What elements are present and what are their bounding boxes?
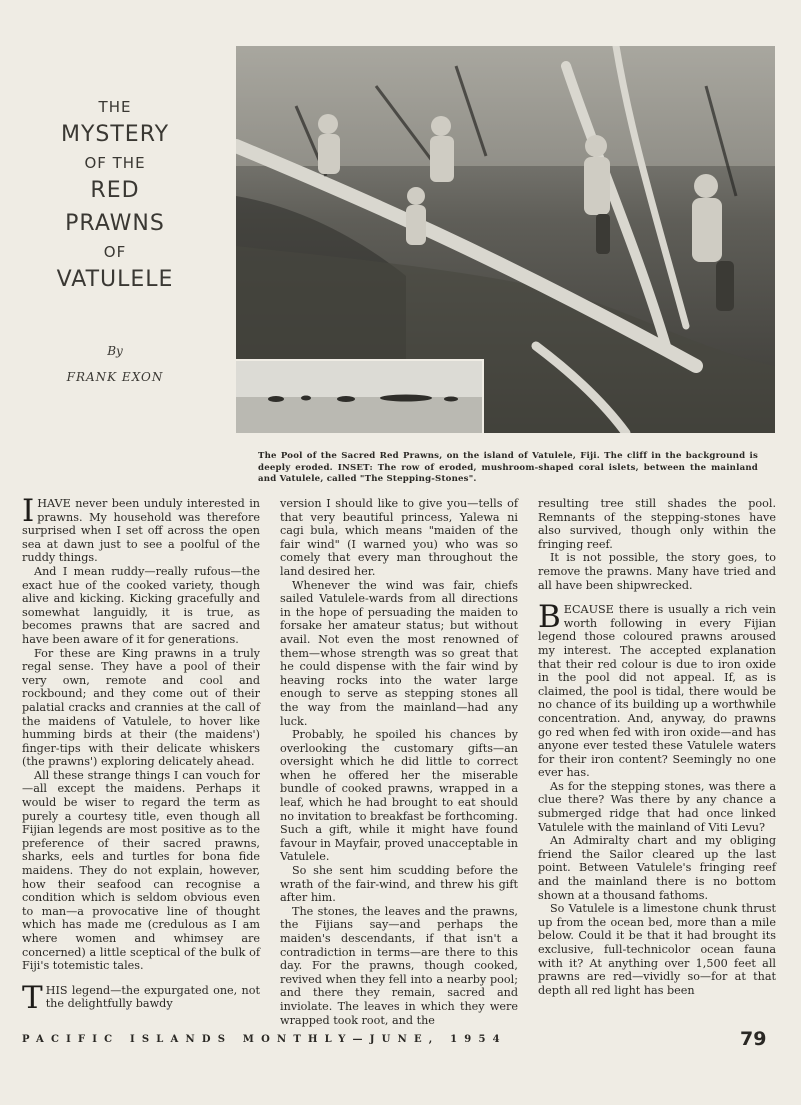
article-column-3 xyxy=(538,497,776,997)
paragraph: So she sent him scudding before the wrath of the fair-wind, and threw his gift after him. xyxy=(280,864,518,905)
paragraph: Probably, he spoiled his chances by overlooking the customary gifts—an oversight which he did little to correct when he offered her the miserable bundle of cooked prawns, wrapped in a leaf, which he had brought to eat should no invitation to breakfast be forthcoming. Such a gift, while it might have found favour in Mayfair, proved unacceptable in Vatulele. xyxy=(280,728,518,864)
paragraph-text: ECAUSE there is usually a rich vein worth following in every Fijian legend those coloured prawns aroused my interest. The accepted explanation that their red colour is due to iron oxide in the pool did not appeal. If, as is claimed, the pool is tidal, there would be no chance of its building up a worthwhile concentration. And, anyway, do prawns go red when fed with iron oxide—and has anyone ever tested these Vatulele waters for their iron content? Seemingly no one ever has. xyxy=(538,603,776,780)
title-line: THE xyxy=(98,98,132,116)
title-line: MYSTERY xyxy=(60,122,170,147)
paragraph: So Vatulele is a limestone chunk thrust up from the ocean bed, more than a mile below. Could it be that it had brought its exclusive, full-technicolor ocean fauna with it? At anything over 1,500 feet all prawns are red—vividly so—for at that depth all red light has been xyxy=(538,902,776,997)
paragraph: For these are King prawns in a truly regal sense. They have a pool of their very own, remote and cool and rockbound; and they come out of their palatial cracks and crannies at the call of the maidens of Vatulele, to hover like humming birds at their (the maidens') finger-tips with their delicate whiskers (the prawns') exploring delicately ahead. xyxy=(22,646,260,769)
byline-by: By xyxy=(107,344,123,358)
title-line: OF THE xyxy=(84,154,146,173)
inset-photo xyxy=(236,359,484,433)
article-column-2 xyxy=(280,497,518,1027)
paragraph: All these strange things I can vouch for—all except the maidens. Perhaps it would be wiser to regard the term as purely a courtesy title, even though all Fijian legends are most positive as to the preference of their sacred prawns, sharks, eels and turtles for bona fide maidens. They do not explain, however, how their seafood can recognise a condition which is seldom obvious even to man—a provocative line of thought which has made me (credulous as I am where women and whimsey are concerned) a little sceptical of the bulk of Fiji's totemistic tales. xyxy=(22,768,260,973)
paragraph: As for the stepping stones, was there a clue there? Was there by any chance a submerged ridge that had once linked Vatulele with the mainland of Viti Levu? xyxy=(538,779,776,834)
paragraph xyxy=(538,599,776,780)
paragraph-text: HIS legend—the expurgated one, not the delightfully bawdy xyxy=(45,983,260,1011)
main-photo xyxy=(236,46,775,433)
paragraph: It is not possible, the story goes, to remove the prawns. Many have tried and all have been shipwrecked. xyxy=(538,551,776,592)
drop-cap: T xyxy=(22,979,43,1016)
paragraph: Whenever the wind was fair, chiefs sailed Vatulele-wards from all directions in the hope of persuading the maiden to forsake her amateur status; but without avail. Not even the most renowned of them—whose strength was so great that he could dispense with the fair wind by heaving rocks into the water large enough to serve as stepping stones all the way from the mainland—had any luck. xyxy=(280,578,518,728)
photo-caption xyxy=(258,451,758,486)
running-footer: PACIFIC ISLANDS MONTHLY—JUNE, 1954 xyxy=(22,1034,507,1045)
paragraph: And I mean ruddy—really rufous—the exact hue of the cooked variety, though alive and kicking. Kicking gracefully and somewhat languidly, it is true, as becomes prawns that are sacred and have been aware of it for generations. xyxy=(22,564,260,646)
drop-cap: I xyxy=(22,493,35,529)
paragraph xyxy=(22,979,260,1016)
byline xyxy=(40,344,190,384)
title-line: VATULELE xyxy=(56,267,174,293)
caption-text: The Pool of the Sacred Red Prawns, on the island of Vatulele, Fiji. The cliff in the background is deeply eroded. INSET: The row of eroded, mushroom-shaped coral islets, between the mainland and Vatulele, called "The Stepping-Stones". xyxy=(258,451,758,484)
paragraph-text: HAVE never been unduly interested in prawns. My household was therefore surprised when I set off across the open sea at dawn just to see a poolful of the ruddy things. xyxy=(22,497,260,565)
article-column-1 xyxy=(22,493,260,1016)
paragraph: resulting tree still shades the pool. Remnants of the stepping-stones have also survived, though only within the fringing reef. xyxy=(538,497,776,551)
title-line: RED xyxy=(90,178,140,204)
title-line: PRAWNS xyxy=(65,210,165,236)
page-number: 79 xyxy=(740,1028,767,1050)
title-line: OF xyxy=(103,243,127,262)
byline-author: FRANK EXON xyxy=(66,370,164,384)
photo-inset-stepping-stones-icon xyxy=(236,361,482,433)
paragraph xyxy=(22,493,260,565)
paragraph: The stones, the leaves and the prawns, the Fijians say—and perhaps the maiden's descendants, if that isn't a contradiction in terms—are there to this day. For the prawns, though cooked, revived when they fell into a nearby pool; and there they remain, sacred and inviolate. The leaves in which they were wrapped took root, and the xyxy=(280,904,518,1027)
paragraph: An Admiralty chart and my obliging friend the Sailor cleared up the last point. Between Vatulele's fringing reef and the mainland there is no bottom shown at a thousand fathoms. xyxy=(538,834,776,902)
drop-cap: B xyxy=(538,599,561,636)
article-title xyxy=(40,98,190,300)
paragraph: version I should like to give you—tells of that very beautiful princess, Yalewa ni cagi bula, which means "maiden of the fair wind" (I warned you) who was so comely that every man throughout the land desired her. xyxy=(280,497,518,578)
